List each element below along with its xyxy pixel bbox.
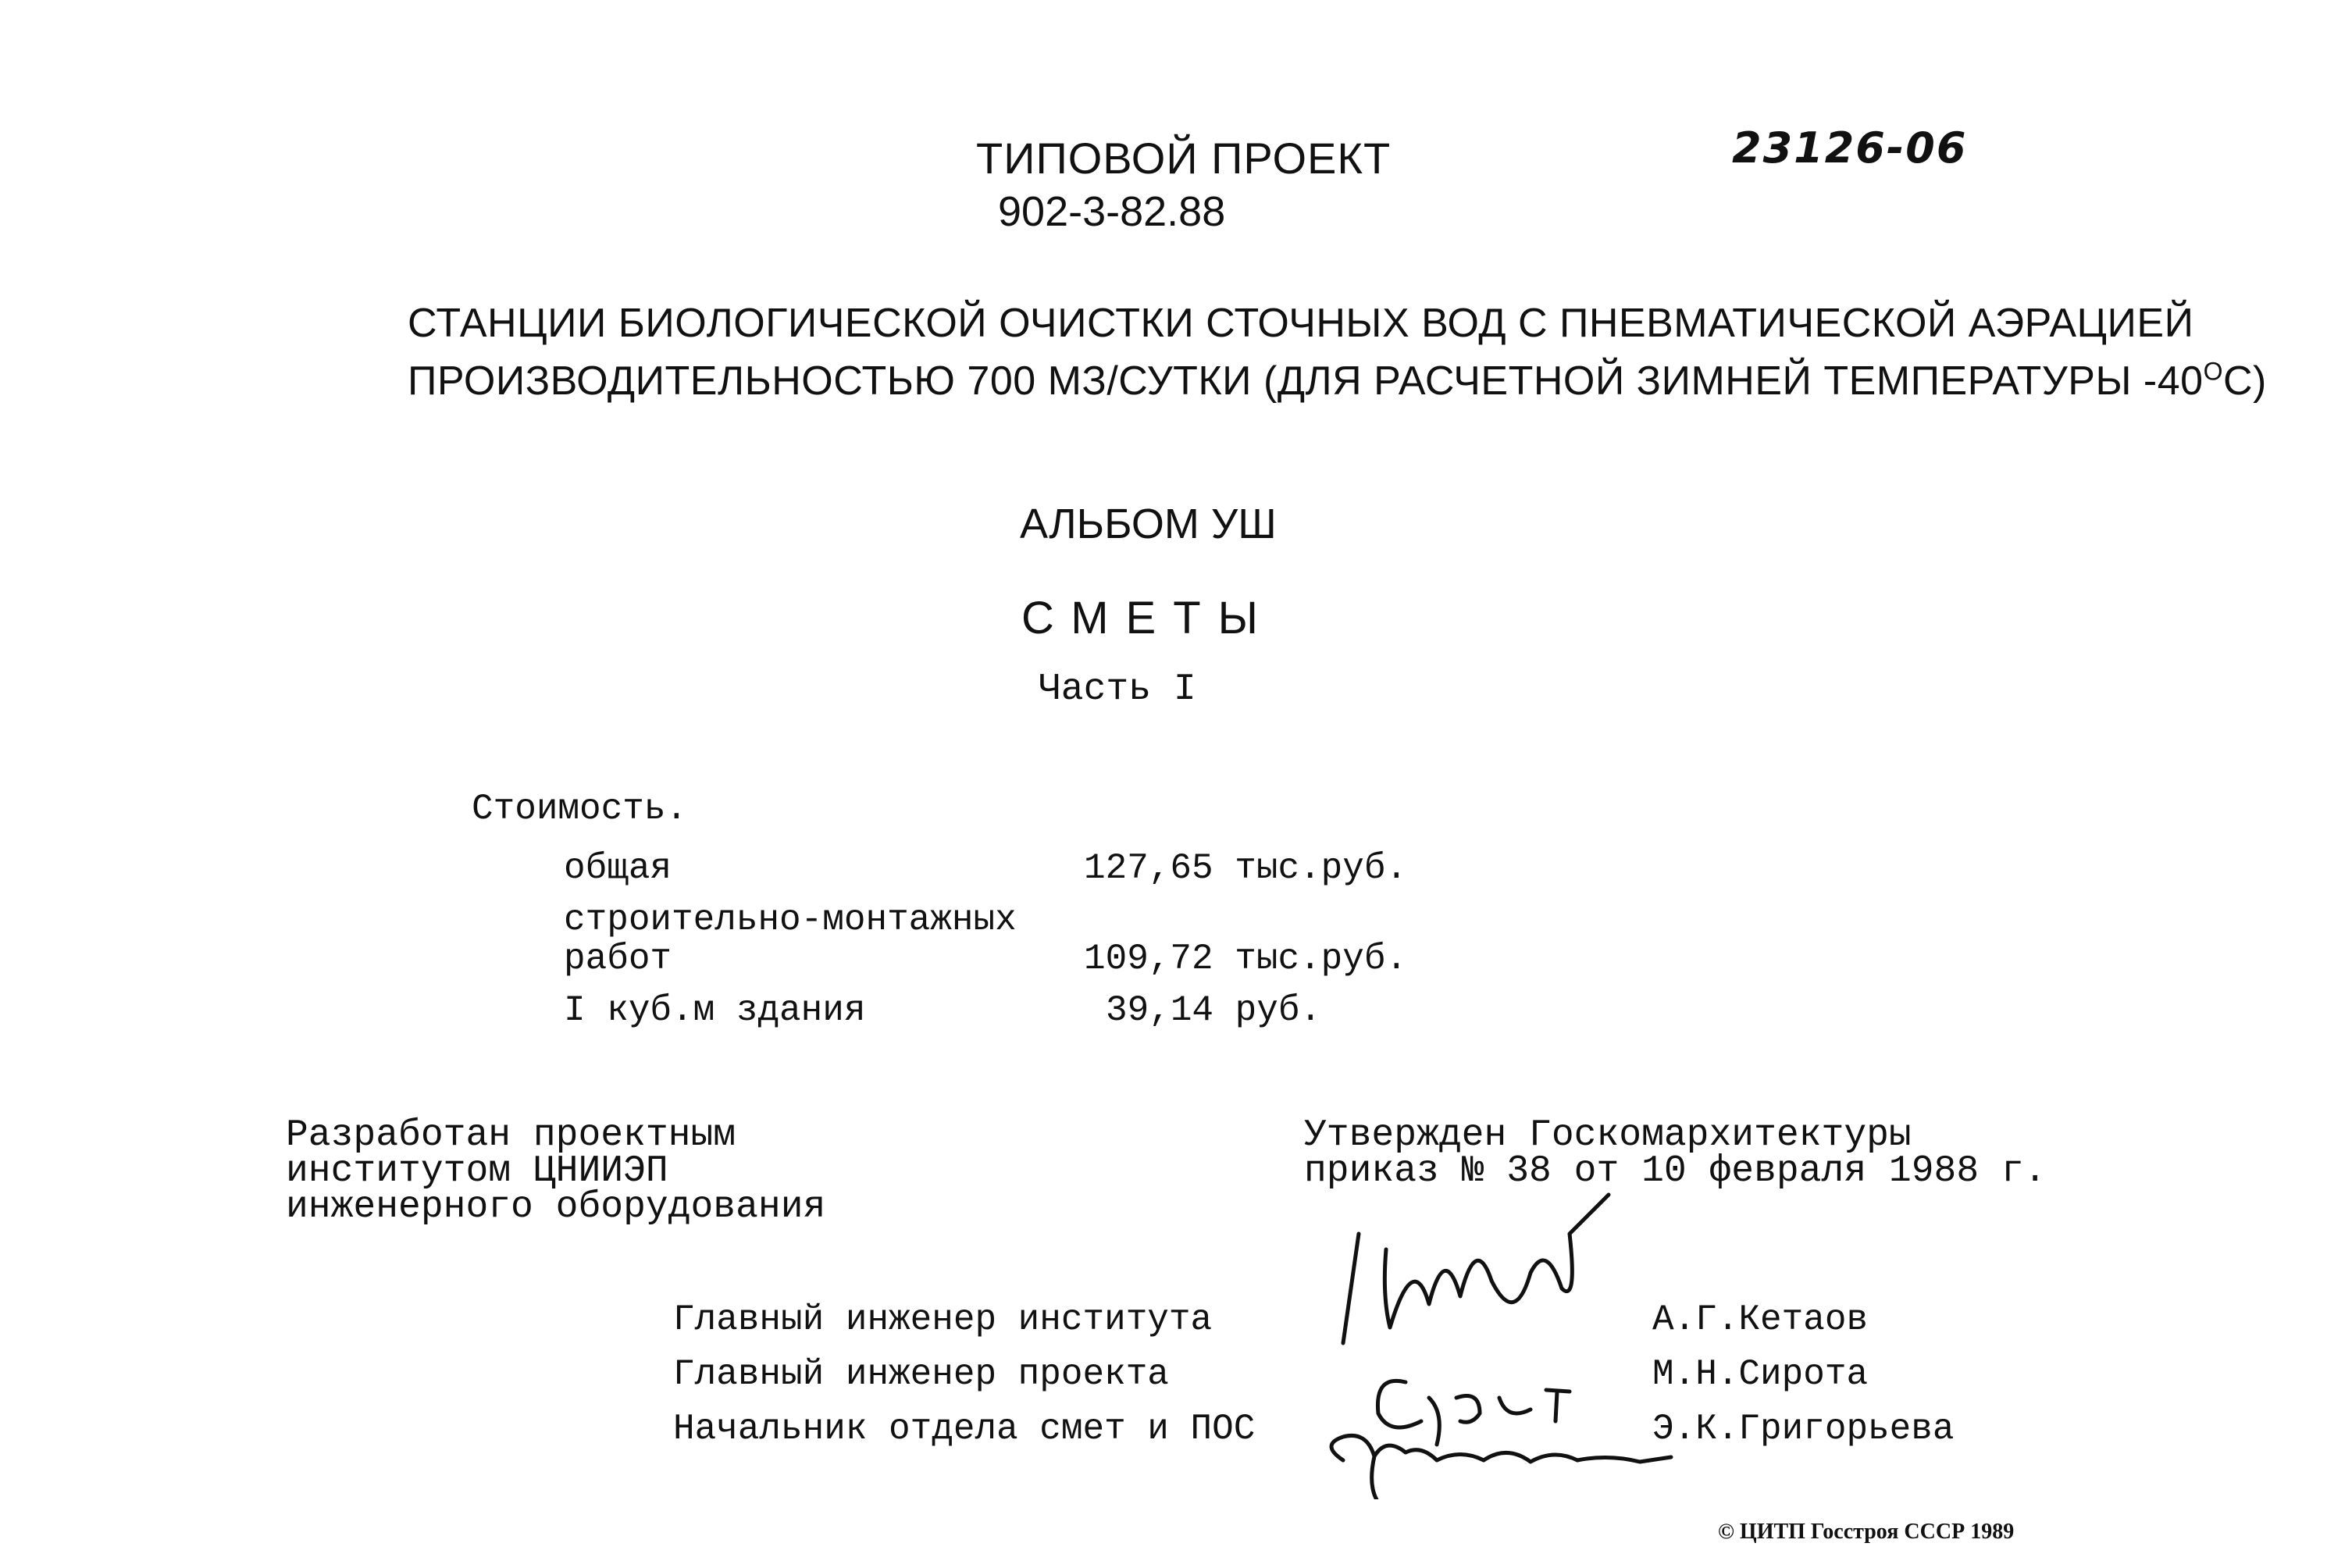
- copyright-notice: © ЦИТП Госстроя СССР 1989: [1718, 1520, 2015, 1544]
- cost-smr-label: строительно-монтажных: [564, 900, 1017, 940]
- signature-ketaov: [1343, 1195, 1609, 1343]
- cost-heading: Стоимость.: [472, 789, 688, 829]
- cost-total-label: общая: [564, 848, 672, 889]
- cost-cubic-label: I куб.м здания: [564, 990, 866, 1031]
- section-title: СМЕТЫ: [1021, 593, 1276, 643]
- subject-line-2-end: С): [2222, 358, 2267, 404]
- part-label: Часть I: [1039, 668, 1196, 711]
- handwritten-doc-code: 23126-06: [1732, 123, 1968, 173]
- subject-line-2: [408, 358, 2267, 404]
- subject-line-1: СТАНЦИИ БИОЛОГИЧЕСКОЙ ОЧИСТКИ СТОЧНЫХ ВОД С ПНЕВМАТИЧЕСКОЙ АЭРАЦИЕЙ: [408, 301, 2194, 346]
- signature-grigoryeva: [1331, 1435, 1671, 1499]
- developer-line: Разработан проектным: [286, 1114, 736, 1156]
- signatory-name: Э.К.Григорьева: [1652, 1409, 1955, 1449]
- approval-line: приказ № 38 от 10 февраля 1988 г.: [1304, 1150, 2047, 1192]
- developer-line: инженерного оборудования: [286, 1186, 826, 1228]
- cost-smr-label-cont: работ: [564, 939, 672, 979]
- developer-line: институтом ЦНИИЭП: [286, 1150, 668, 1192]
- handwritten-signatures: [1312, 1187, 1749, 1499]
- album-label: АЛЬБОМ УШ: [1020, 501, 1277, 547]
- cost-total-value: 127,65 тыс.руб.: [1084, 848, 1408, 889]
- signature-sirota: [1377, 1381, 1570, 1445]
- cost-smr-value: 109,72 тыс.руб.: [1084, 939, 1408, 979]
- degree-superscript: О: [2203, 357, 2223, 386]
- signatory-role: Начальник отдела смет и ПОС: [673, 1409, 1256, 1449]
- signatory-name: А.Г.Кетаов: [1652, 1299, 1869, 1340]
- signatory-role: Главный инженер проекта: [673, 1354, 1169, 1395]
- project-type-title: ТИПОВОЙ ПРОЕКТ: [976, 134, 1392, 183]
- subject-line-2-text: ПРОИЗВОДИТЕЛЬНОСТЬЮ 700 МЗ/СУТКИ (ДЛЯ РАСЧЕТНОЙ ЗИМНЕЙ ТЕМПЕРАТУРЫ -40: [408, 358, 2204, 404]
- signatory-role: Главный инженер института: [673, 1299, 1213, 1340]
- project-number: 902-3-82.88: [998, 188, 1226, 235]
- cost-cubic-value: 39,14 руб.: [1106, 990, 1322, 1031]
- signatory-name: М.Н.Сирота: [1652, 1354, 1869, 1395]
- approval-line: Утвержден Госкомархитектуры: [1304, 1114, 1912, 1156]
